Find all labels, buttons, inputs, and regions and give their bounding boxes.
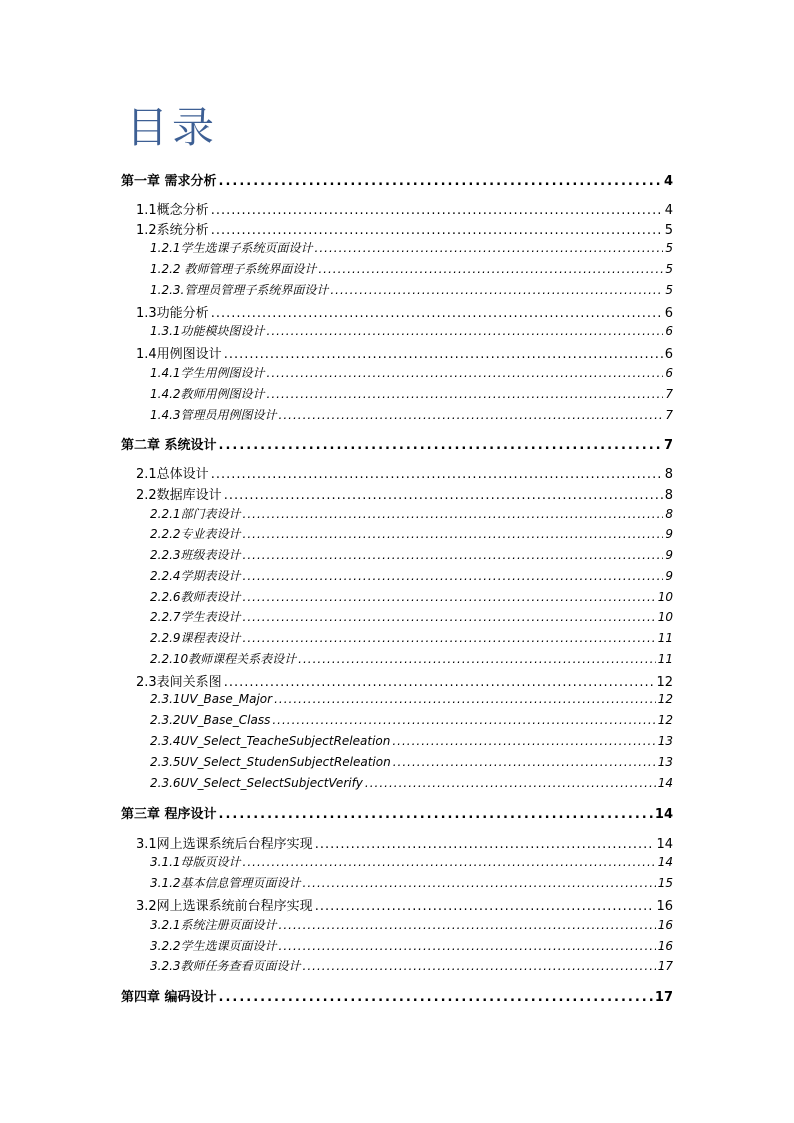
toc-entry-label: 2.2.10教师课程关系表设计 xyxy=(150,652,297,666)
toc-entry-subsection[interactable] xyxy=(150,385,673,405)
toc-entry-subsection[interactable] xyxy=(150,713,673,733)
toc-entry-label: 2.3.2UV_Base_Class xyxy=(150,713,271,727)
toc-entry-label: 2.1总体设计 xyxy=(136,467,209,482)
toc-entry-chapter[interactable] xyxy=(121,170,673,190)
toc-entry-label: 1.3.1功能模块图设计 xyxy=(150,324,265,338)
toc-entry-subsection[interactable] xyxy=(150,650,673,670)
toc-entry-label: 2.2.7学生表设计 xyxy=(150,610,241,624)
toc-entry-chapter[interactable] xyxy=(121,434,673,454)
toc-entry-subsection[interactable] xyxy=(150,567,673,587)
toc-leader-dots xyxy=(224,488,663,503)
toc-entry-page: 6 xyxy=(665,324,673,338)
toc-leader-dots xyxy=(393,755,656,769)
toc-leader-dots xyxy=(303,876,656,890)
toc-entry-subsection[interactable] xyxy=(150,734,673,754)
toc-entry-section[interactable] xyxy=(136,199,673,219)
toc-entry-subsection[interactable] xyxy=(150,755,673,775)
toc-entry-page: 4 xyxy=(664,203,673,218)
toc-leader-dots xyxy=(392,734,655,748)
toc-leader-dots xyxy=(267,387,664,401)
toc-leader-dots xyxy=(243,527,664,541)
toc-entry-label: 2.3.1UV_Base_Major xyxy=(150,692,273,706)
toc-entry-subsection[interactable] xyxy=(150,239,673,259)
toc-entry-subsection[interactable] xyxy=(150,322,673,342)
toc-title: 目录 xyxy=(126,103,219,152)
toc-leader-dots xyxy=(303,959,656,973)
toc-entry-label: 2.2.6教师表设计 xyxy=(150,590,241,604)
toc-entry-page: 10 xyxy=(657,610,673,624)
toc-entry-page: 5 xyxy=(664,223,673,238)
toc-entry-page: 6 xyxy=(664,306,673,321)
toc-entry-label: 3.1网上选课系统后台程序实现 xyxy=(136,837,313,852)
toc-entry-label: 2.3表间关系图 xyxy=(136,675,222,690)
toc-entry-page: 4 xyxy=(663,174,673,189)
toc-entry-page: 16 xyxy=(657,918,673,932)
toc-entry-page: 8 xyxy=(664,467,673,482)
toc-entry-section[interactable] xyxy=(136,219,673,239)
toc-entry-chapter[interactable] xyxy=(121,803,673,823)
toc-entry-label: 第三章 程序设计 xyxy=(121,807,217,822)
toc-leader-dots xyxy=(211,223,663,238)
toc-leader-dots xyxy=(279,918,656,932)
toc-leader-dots xyxy=(279,408,664,422)
toc-entry-page: 5 xyxy=(665,283,673,297)
toc-leader-dots xyxy=(272,713,655,727)
toc-entry-page: 12 xyxy=(657,692,673,706)
toc-leader-dots xyxy=(243,569,664,583)
toc-entry-label: 2.3.4UV_Select_TeacheSubjectReleation xyxy=(150,734,391,748)
toc-leader-dots xyxy=(243,507,664,521)
toc-entry-subsection[interactable] xyxy=(150,525,673,545)
toc-entry-label: 1.2系统分析 xyxy=(136,223,209,238)
toc-leader-dots xyxy=(224,675,655,690)
toc-entry-subsection[interactable] xyxy=(150,588,673,608)
toc-entry-section[interactable] xyxy=(136,302,673,322)
toc-entry-label: 2.3.6UV_Select_SelectSubjectVerify xyxy=(150,776,363,790)
toc-leader-dots xyxy=(274,692,656,706)
toc-entry-label: 1.4.3管理员用例图设计 xyxy=(150,408,277,422)
toc-entry-page: 14 xyxy=(657,855,673,869)
toc-leader-dots xyxy=(219,990,653,1005)
toc-entry-label: 1.2.1学生选课子系统页面设计 xyxy=(150,241,313,255)
toc-leader-dots xyxy=(211,306,663,321)
toc-entry-page: 6 xyxy=(664,347,673,362)
toc-entry-subsection[interactable] xyxy=(150,776,673,796)
toc-leader-dots xyxy=(243,590,656,604)
toc-leader-dots xyxy=(243,855,656,869)
toc-entry-section[interactable] xyxy=(136,343,673,363)
toc-entry-section[interactable] xyxy=(136,671,673,691)
toc-entry-subsection[interactable] xyxy=(150,260,673,280)
toc-entry-subsection[interactable] xyxy=(150,937,673,957)
toc-entry-chapter[interactable] xyxy=(121,986,673,1006)
toc-entry-section[interactable] xyxy=(136,833,673,853)
toc-entry-subsection[interactable] xyxy=(150,874,673,894)
toc-entry-subsection[interactable] xyxy=(150,957,673,977)
toc-entry-label: 3.2.3教师任务查看页面设计 xyxy=(150,959,301,973)
toc-entry-page: 8 xyxy=(664,488,673,503)
toc-entry-label: 2.2.3班级表设计 xyxy=(150,548,241,562)
toc-entry-page: 14 xyxy=(656,837,673,852)
toc-entry-label: 2.2.2专业表设计 xyxy=(150,527,241,541)
toc-leader-dots xyxy=(224,347,663,362)
toc-entry-subsection[interactable] xyxy=(150,692,673,712)
toc-entry-label: 3.1.1母版页设计 xyxy=(150,855,241,869)
toc-entry-subsection[interactable] xyxy=(150,364,673,384)
toc-entry-label: 2.2数据库设计 xyxy=(136,488,222,503)
toc-entry-page: 11 xyxy=(657,652,673,666)
toc-entry-page: 9 xyxy=(665,527,673,541)
toc-entry-label: 3.2.1系统注册页面设计 xyxy=(150,918,277,932)
toc-leader-dots xyxy=(267,366,664,380)
toc-leader-dots xyxy=(315,241,664,255)
toc-leader-dots xyxy=(330,283,663,297)
toc-entry-label: 3.1.2基本信息管理页面设计 xyxy=(150,876,301,890)
toc-entry-label: 2.3.5UV_Select_StudenSubjectReleation xyxy=(150,755,391,769)
toc-leader-dots xyxy=(315,837,655,852)
toc-entry-subsection[interactable] xyxy=(150,505,673,525)
toc-entry-label: 1.4.2教师用例图设计 xyxy=(150,387,265,401)
toc-entry-subsection[interactable] xyxy=(150,406,673,426)
toc-entry-page: 14 xyxy=(657,776,673,790)
toc-entry-subsection[interactable] xyxy=(150,281,673,301)
toc-entry-page: 5 xyxy=(665,262,673,276)
toc-leader-dots xyxy=(315,899,655,914)
toc-leader-dots xyxy=(243,631,656,645)
toc-entry-page: 17 xyxy=(654,990,673,1005)
toc-entry-page: 7 xyxy=(665,408,673,422)
toc-leader-dots xyxy=(219,174,662,189)
toc-entry-page: 12 xyxy=(657,713,673,727)
toc-entry-label: 第四章 编码设计 xyxy=(121,990,217,1005)
toc-entry-page: 13 xyxy=(657,755,673,769)
toc-entry-page: 16 xyxy=(657,939,673,953)
toc-entry-label: 1.3功能分析 xyxy=(136,306,209,321)
toc-entry-label: 第一章 需求分析 xyxy=(121,174,217,189)
toc-leader-dots xyxy=(211,203,663,218)
toc-entry-page: 7 xyxy=(663,438,673,453)
toc-leader-dots xyxy=(219,807,653,822)
toc-leader-dots xyxy=(243,548,664,562)
toc-leader-dots xyxy=(219,438,662,453)
toc-entry-page: 13 xyxy=(657,734,673,748)
toc-entry-subsection[interactable] xyxy=(150,629,673,649)
toc-entry-subsection[interactable] xyxy=(150,853,673,873)
toc-entry-subsection[interactable] xyxy=(150,916,673,936)
toc-entry-section[interactable] xyxy=(136,484,673,504)
toc-entry-page: 7 xyxy=(665,387,673,401)
toc-entry-page: 9 xyxy=(665,548,673,562)
toc-entry-label: 2.2.9课程表设计 xyxy=(150,631,241,645)
toc-leader-dots xyxy=(365,776,656,790)
toc-entry-page: 5 xyxy=(665,241,673,255)
toc-entry-label: 1.2.2 教师管理子系统界面设计 xyxy=(150,262,317,276)
toc-entry-label: 3.2.2学生选课页面设计 xyxy=(150,939,277,953)
toc-entry-page: 11 xyxy=(657,631,673,645)
toc-entry-page: 14 xyxy=(654,807,673,822)
toc-entry-subsection[interactable] xyxy=(150,608,673,628)
toc-entry-page: 10 xyxy=(657,590,673,604)
toc-entry-page: 9 xyxy=(665,569,673,583)
toc-entry-label: 2.2.4学期表设计 xyxy=(150,569,241,583)
toc-leader-dots xyxy=(318,262,663,276)
toc-entry-label: 2.2.1部门表设计 xyxy=(150,507,241,521)
toc-leader-dots xyxy=(279,939,656,953)
toc-entry-page: 16 xyxy=(656,899,673,914)
toc-leader-dots xyxy=(211,467,663,482)
toc-entry-page: 12 xyxy=(656,675,673,690)
toc-entry-section[interactable] xyxy=(136,895,673,915)
toc-entry-label: 第二章 系统设计 xyxy=(121,438,217,453)
toc-entry-label: 3.2网上选课系统前台程序实现 xyxy=(136,899,313,914)
toc-entry-label: 1.1概念分析 xyxy=(136,203,209,218)
toc-entry-subsection[interactable] xyxy=(150,546,673,566)
toc-leader-dots xyxy=(267,324,664,338)
toc-entry-label: 1.2.3.管理员管理子系统界面设计 xyxy=(150,283,329,297)
toc-entry-page: 17 xyxy=(657,959,673,973)
toc-leader-dots xyxy=(243,610,656,624)
toc-entry-page: 8 xyxy=(665,507,673,521)
toc-entry-label: 1.4.1学生用例图设计 xyxy=(150,366,265,380)
toc-entry-page: 15 xyxy=(657,876,673,890)
toc-leader-dots xyxy=(298,652,656,666)
toc-entry-label: 1.4用例图设计 xyxy=(136,347,222,362)
toc-entry-section[interactable] xyxy=(136,463,673,483)
toc-entry-page: 6 xyxy=(665,366,673,380)
